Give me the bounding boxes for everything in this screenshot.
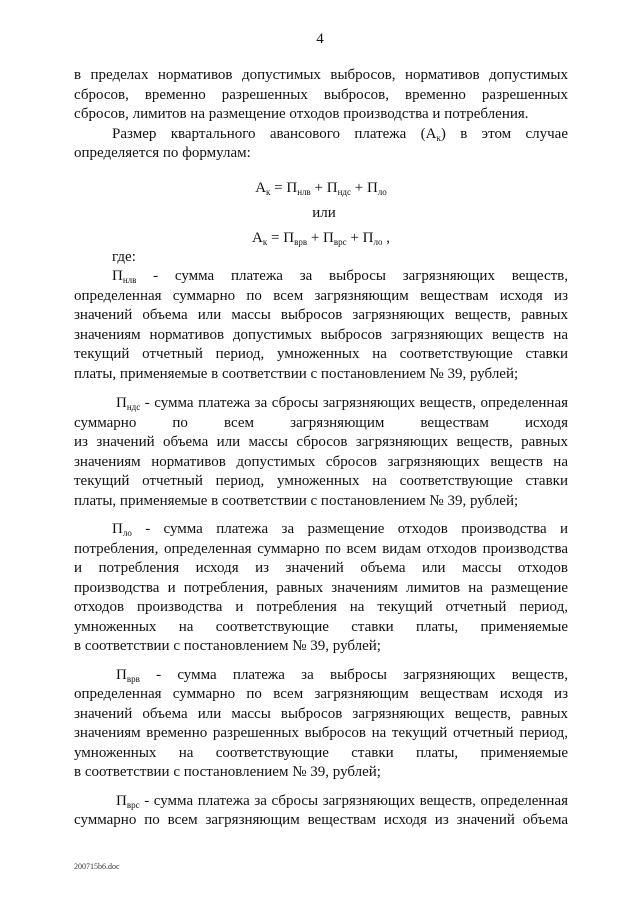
where-label: где: xyxy=(112,248,136,265)
formula-2: $А_к = П_{врв} + П_{врс} + П_{ло}$ , xyxy=(252,229,390,247)
term-definition: $П_{врс}$ - сумма платежа за сбросы загрязняющих веществ, определенная суммарно по всем загрязняющим веществам исходя из значений объема xyxy=(74,792,568,828)
term-definition: $П_{ндс}$ - сумма платежа за сбросы загрязняющих веществ, определенная суммарно по всем загрязняющим веществам исходя из значений объема или массы сбросов загрязняющих веществ, равных значениям нормативов допустимых сбросов загрязняющих веществ на текущий отчетный период, умноженных на соответствующие ставки платы, применяемые в соответствии с постановлением № 39, рублей; xyxy=(74,395,568,509)
payment-size-line: Размер квартального авансового платежа $(А_к)$ в этом случае xyxy=(112,125,568,143)
term-definition: $П_{нлв}$ - сумма платежа за выбросы загрязняющих веществ, определенная суммарно по всем загрязняющим веществам исходя из значений объема или массы выбросов загрязняющих веществ, равных значениям нормативов допустимых выбросов загрязняющих веществ на текущий отчетный период, умноженных на соответствующие ставки платы, применяемые в соответствии с постановлением № 39, рублей; xyxy=(74,268,568,382)
text-line: определяется по формулам: xyxy=(74,145,251,161)
term-definition: $П_{врв}$ - сумма платежа за выбросы загрязняющих веществ, определенная суммарно по всем загрязняющим веществам исходя из значений объема или массы выбросов загрязняющих веществ, равных значениям временно разрешенных выбросов на текущий отчетный период, умноженных на соответствующие ставки платы, применяемые в соответствии с постановлением № 39, рублей; xyxy=(74,666,568,780)
formula-block xyxy=(74,178,568,248)
formula-1: $А_к = П_{нлв} + П_{ндс} + П_{ло}$ xyxy=(255,179,387,197)
page-number: 4 xyxy=(316,31,324,47)
formula-or: или xyxy=(312,204,336,221)
text-line: в пределах нормативов допустимых выбросов, нормативов допустимых xyxy=(74,67,568,83)
text-line: сбросов, временно разрешенных выбросов, временно разрешенных xyxy=(74,86,568,103)
text-line: сбросов, лимитов на размещение отходов производства и потребления. xyxy=(74,106,529,122)
document-body xyxy=(74,66,568,831)
term-definition: $П_{ло}$ - сумма платежа за размещение отходов производства и потребления, определенная суммарно по всем видам отходов производства и потребления исходя из значений объема или массы отходов производства и потребления, равных значениям лимитов на размещение отходов производства и потребления на текущий отчетный период, умноженных на соответствующие ставки платы, применяемые в соответствии с постановлением № 39, рублей; xyxy=(74,521,568,654)
footer-filename: 200715b6.doc xyxy=(74,862,120,871)
